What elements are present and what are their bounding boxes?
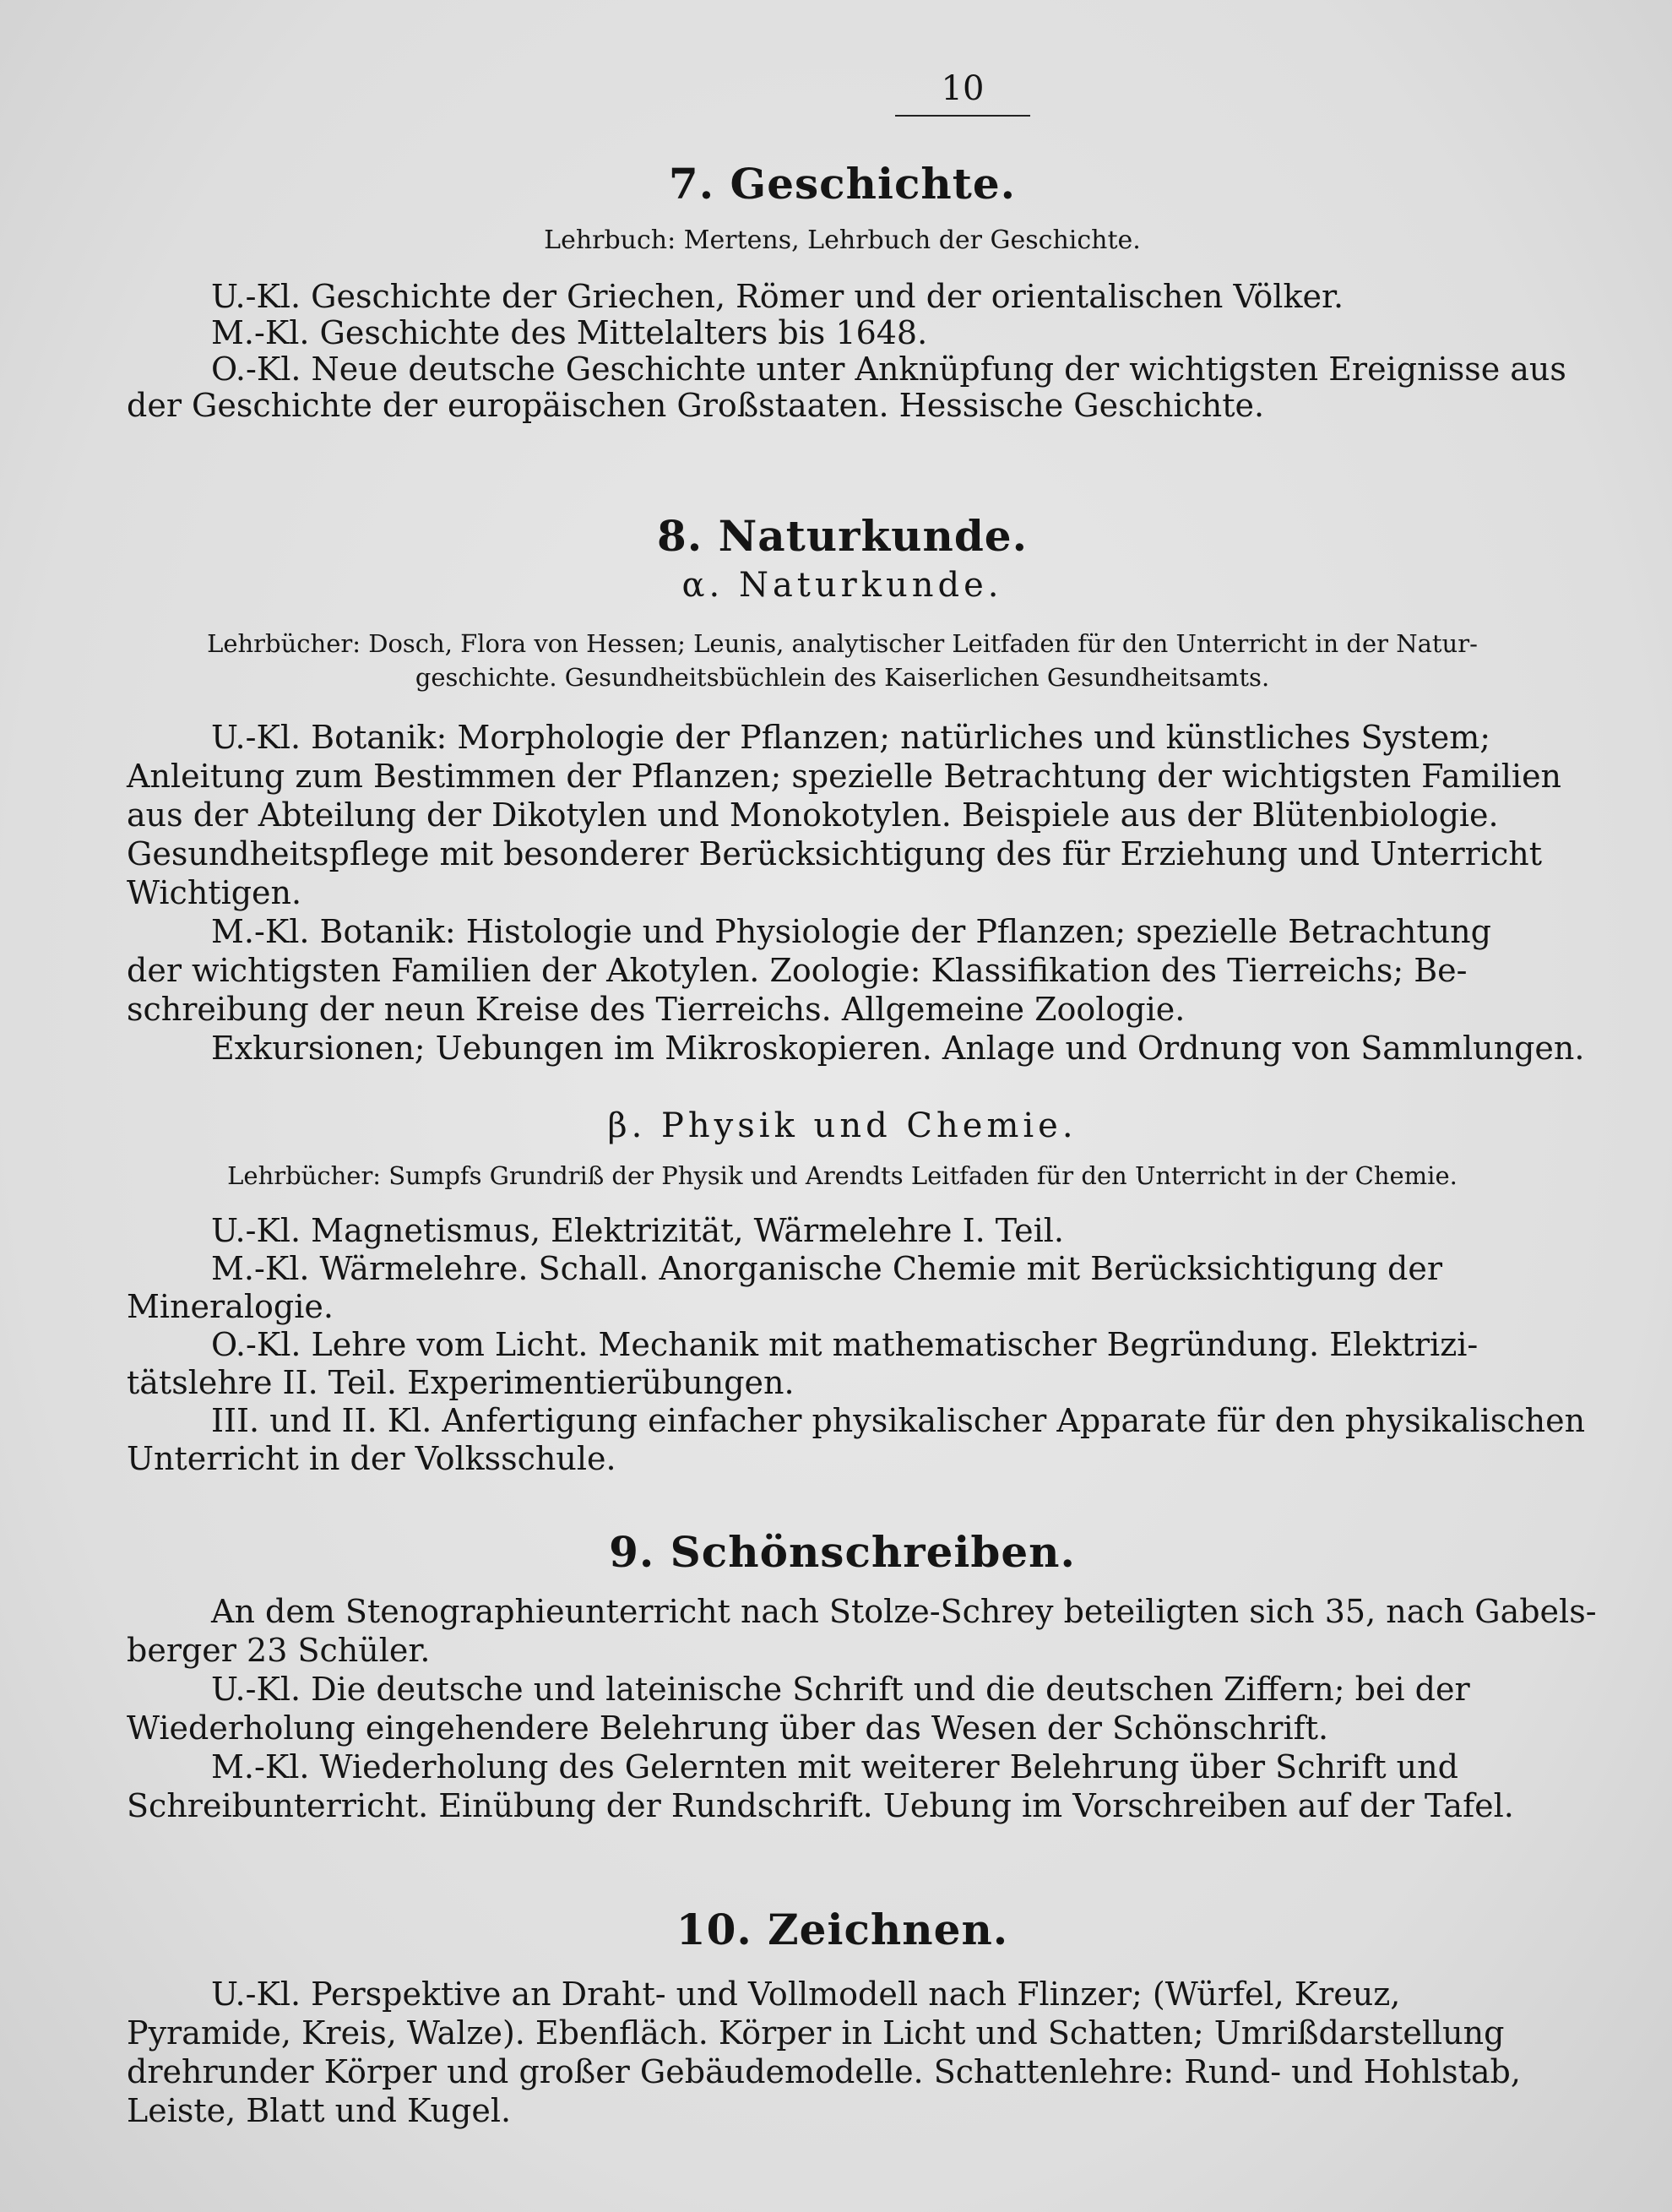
text-line: An dem Stenographieunterricht nach Stolze-Schrey beteiligten sich 35, nach Gabels- — [211, 1593, 1597, 1630]
textbook-note-alpha — [127, 627, 1558, 694]
text-line: Anleitung zum Bestimmen der Pflanzen; spezielle Betrachtung der wichtigsten Familien — [127, 758, 1562, 795]
text-line: Leiste, Blatt und Kugel. — [127, 2092, 512, 2129]
paragraph-naturkunde — [127, 718, 1585, 1068]
text-line: M.-Kl. Wiederholung des Gelernten mit weiterer Belehrung über Schrift und — [211, 1748, 1458, 1785]
text-line: tätslehre II. Teil. Experimentierübungen. — [127, 1364, 795, 1401]
section-title-naturkunde: 8. Naturkunde. — [656, 511, 1029, 561]
text-line: U.-Kl. Perspektive an Draht- und Vollmodell nach Flinzer; (Würfel, Kreuz, — [211, 1976, 1401, 2013]
text-line: Wichtigen. — [127, 874, 302, 911]
textbook-note-geschichte: Lehrbuch: Mertens, Lehrbuch der Geschichte. — [544, 226, 1141, 255]
text-line: Pyramide, Kreis, Walze). Ebenfläch. Körper in Licht und Schatten; Umrißdarstellung — [127, 2014, 1505, 2052]
text-line: U.-Kl. Geschichte der Griechen, Römer und der orientalischen Völker. — [211, 278, 1344, 315]
paragraph-physik-chemie — [127, 1212, 1586, 1478]
textbook-line: Lehrbücher: Dosch, Flora von Hessen; Leunis, analytischer Leitfaden für den Unterricht in der Natur- — [207, 629, 1478, 658]
section-title-schoenschreiben: 9. Schönschreiben. — [609, 1527, 1076, 1577]
textbook-note-beta: Lehrbücher: Sumpfs Grundriß der Physik und Arendts Leitfaden für den Unterricht in der Chemie. — [227, 1161, 1458, 1190]
text-line: schreibung der neun Kreise des Tierreichs. Allgemeine Zoologie. — [127, 991, 1186, 1028]
text-line: der wichtigsten Familien der Akotylen. Zoologie: Klassifikation des Tierreichs; Be- — [127, 952, 1468, 989]
text-line: Schreibunterricht. Einübung der Rundschrift. Uebung im Vorschreiben auf der Tafel. — [127, 1787, 1514, 1824]
text-line: Exkursionen; Uebungen im Mikroskopieren. Anlage und Ordnung von Sammlungen. — [211, 1030, 1585, 1067]
text-line: Wiederholung eingehendere Belehrung über das Wesen der Schönschrift. — [127, 1709, 1329, 1747]
section-title-zeichnen: 10. Zeichnen. — [676, 1905, 1009, 1954]
text-line: der Geschichte der europäischen Großstaaten. Hessische Geschichte. — [127, 387, 1265, 424]
text-line: U.-Kl. Botanik: Morphologie der Pflanzen; natürliches und künstliches System; — [211, 719, 1491, 756]
subsection-title-beta: β. Physik und Chemie. — [607, 1106, 1078, 1145]
text-line: drehrunder Körper und großer Gebäudemodelle. Schattenlehre: Rund- und Hohlstab, — [127, 2053, 1521, 2090]
page-number: 10 — [895, 69, 1030, 117]
text-line: III. und II. Kl. Anfertigung einfacher physikalischer Apparate für den physikalischen — [211, 1402, 1586, 1439]
text-line: berger 23 Schüler. — [127, 1632, 431, 1669]
text-line: O.-Kl. Neue deutsche Geschichte unter Anknüpfung der wichtigsten Ereignisse aus — [211, 351, 1566, 388]
subsection-title-alpha: α. Naturkunde. — [681, 566, 1003, 605]
text-line: Unterricht in der Volksschule. — [127, 1440, 616, 1477]
text-line: Mineralogie. — [127, 1288, 334, 1325]
text-line: O.-Kl. Lehre vom Licht. Mechanik mit mathematischer Begründung. Elektrizi- — [211, 1326, 1479, 1363]
text-line: U.-Kl. Magnetismus, Elektrizität, Wärmelehre I. Teil. — [211, 1212, 1065, 1249]
textbook-line: geschichte. Gesundheitsbüchlein des Kaiserlichen Gesundheitsamts. — [415, 663, 1270, 692]
text-line: Gesundheitspflege mit besonderer Berücksichtigung des für Erziehung und Unterricht — [127, 835, 1543, 872]
text-line: M.-Kl. Geschichte des Mittelalters bis 1648. — [211, 314, 928, 351]
text-line: M.-Kl. Wärmelehre. Schall. Anorganische Chemie mit Berücksichtigung der — [211, 1250, 1443, 1287]
text-line: U.-Kl. Die deutsche und lateinische Schrift und die deutschen Ziffern; bei der — [211, 1671, 1470, 1708]
paragraph-zeichnen — [127, 1975, 1558, 2130]
paragraph-geschichte — [127, 278, 1566, 424]
text-line: M.-Kl. Botanik: Histologie und Physiologie der Pflanzen; spezielle Betrachtung — [211, 913, 1491, 950]
paragraph-schoenschreiben — [127, 1592, 1597, 1825]
section-title-geschichte: 7. Geschichte. — [668, 159, 1017, 209]
text-line: aus der Abteilung der Dikotylen und Monokotylen. Beispiele aus der Blütenbiologie. — [127, 796, 1499, 834]
